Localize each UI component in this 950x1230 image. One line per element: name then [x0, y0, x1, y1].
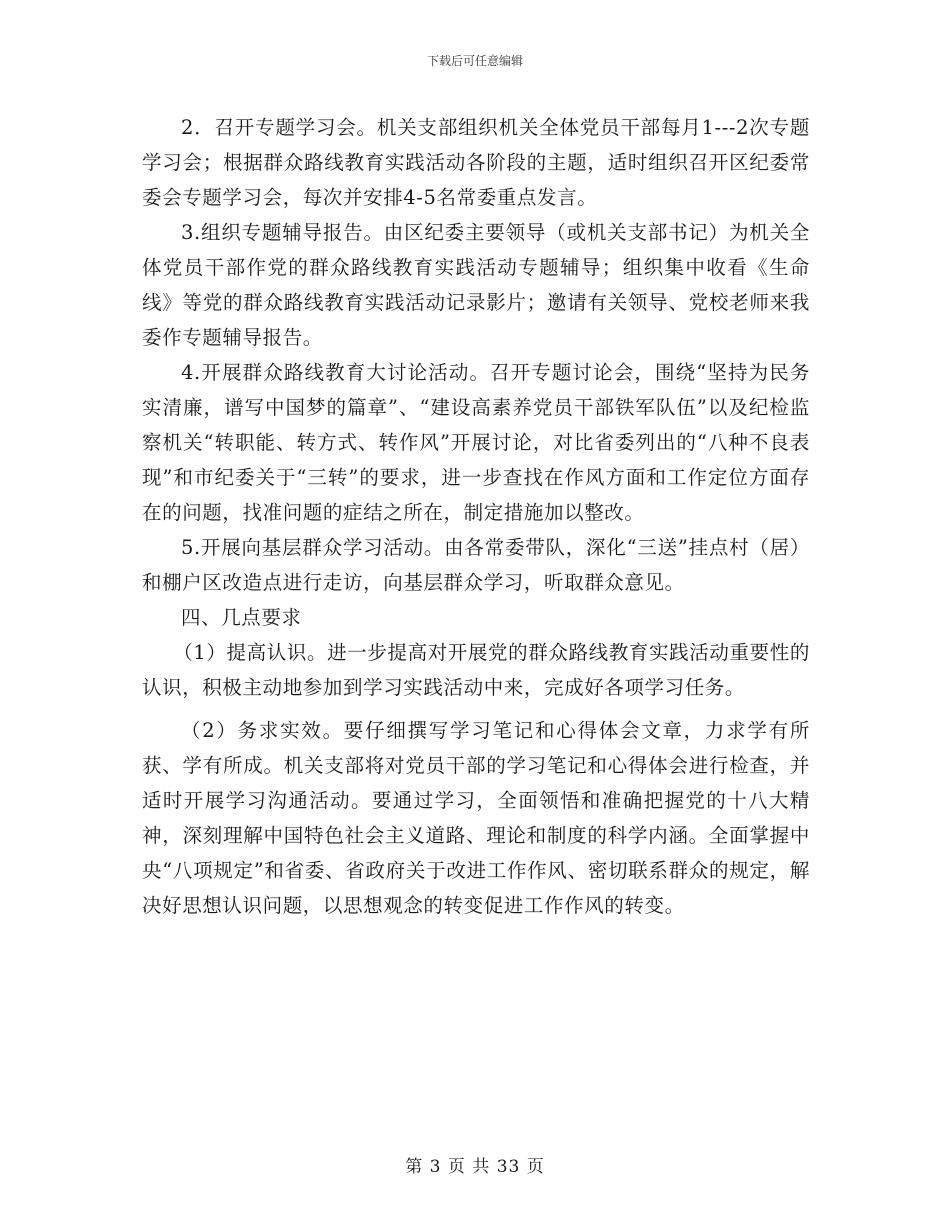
paragraph-seek-results: （2）务求实效。要仔细撰写学习笔记和心得体会文章，力求学有所获、学有所成。机关支部将对党员干部的学习笔记和心得体会进行检查，并适时开展学习沟通活动。要通过学习，全面领悟和准确把握党的十八大精神，深刻理解中国特色社会主义道路、理论和制度的科学内涵。全面掌握中央“八项规定”和省委、省政府关于改进工作作风、密切联系群众的规定，解决好思想认识问题，以思想观念的转变促进工作作风的转变。 [142, 719, 810, 917]
page-footer: 第 3 页 共 33 页 [405, 1157, 545, 1177]
paragraph-study-meeting: 2．召开专题学习会。机关支部组织机关全体党员干部每月1---2次专题学习会；根据群众路线教育实践活动各阶段的主题，适时组织召开区纪委常委会专题学习会，每次并安排4-5名常委重点发言。 [142, 116, 810, 209]
paragraph-discussion-activity: 4.开展群众路线教育大讨论活动。召开专题讨论会，围绕“坚持为民务实清廉，谱写中国梦的篇章”、“建设高素养党员干部铁军队伍”以及纪检监察机关“转职能、转方式、转作风”开展讨论，对比省委列出的“八种不良表现”和市纪委关于“三转”的要求，进一步查找在作风方面和工作定位方面存在的问题，找准问题的症结之所在，制定措施加以整改。 [142, 361, 810, 524]
document-body [142, 110, 810, 923]
paragraph-raise-awareness: （1）提高认识。进一步提高对开展党的群众路线教育实践活动重要性的认识，积极主动地参加到学习实践活动中来，完成好各项学习任务。 [142, 641, 810, 699]
paragraph-grassroots-learning: 5.开展向基层群众学习活动。由各常委带队，深化“三送”挂点村（居）和棚户区改造点进行走访，向基层群众学习，听取群众意见。 [142, 536, 810, 594]
paragraph-tutoring-report: 3.组织专题辅导报告。由区纪委主要领导（或机关支部书记）为机关全体党员干部作党的群众路线教育实践活动专题辅导；组织集中收看《生命线》等党的群众路线教育实践活动记录影片；邀请有关领导、党校老师来我委作专题辅导报告。 [142, 221, 810, 349]
page-header: 下载后可任意编辑 [426, 54, 523, 68]
section-heading-requirements: 四、几点要求 [181, 606, 302, 629]
